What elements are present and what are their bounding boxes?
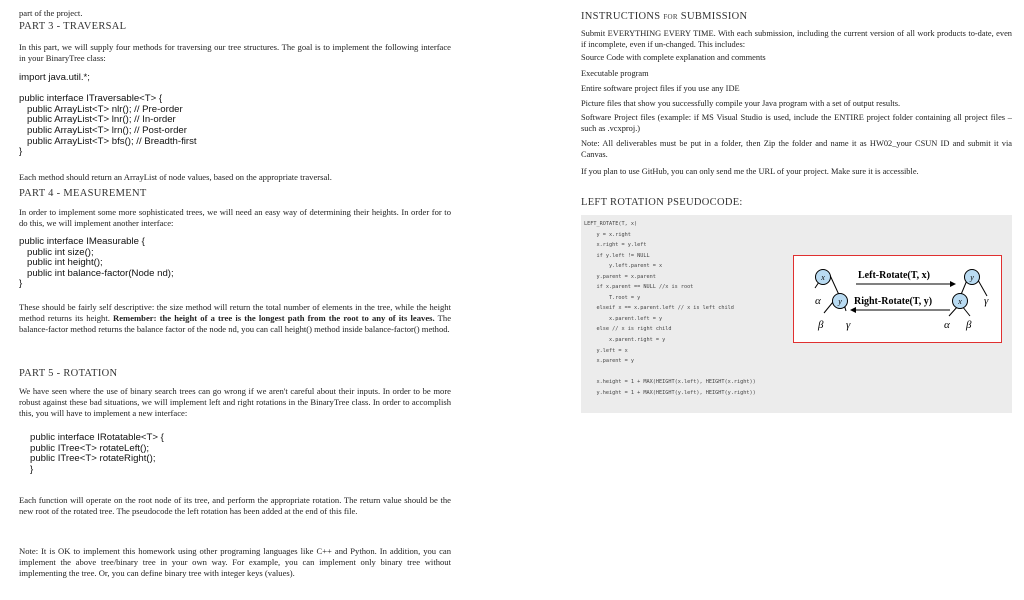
- instructions-item-2: Executable program: [581, 69, 649, 78]
- label-y-left: y: [838, 297, 842, 306]
- note: Note: It is OK to implement this homework using other programing languages like C++ and Python. In addition, you can implement the above tree/binary tree in your own way. For example, you can implement only binary tree without implementing the tree. Or, you can define binary tree with integer keys (values).: [19, 546, 451, 578]
- right-rotate-arrowhead: [850, 307, 856, 313]
- instructions-p1: Submit EVERYTHING EVERY TIME. With each submission, including the current version of all work products to-date, even if incomplete, even if un-changed. This includes:: [581, 29, 1012, 49]
- part5-heading: PART 5 - ROTATION: [19, 368, 118, 379]
- rotation-diagram: [793, 255, 1002, 343]
- instructions-heading: INSTRUCTIONS for SUBMISSION: [581, 11, 748, 22]
- part4-after-plain: These should be fairly self descriptive: the size method will return the total number of elements in the tree, while the height method returns its height.: [19, 302, 451, 323]
- part4-text: In order to implement some more sophisticated trees, we will need an easy way of determining their heights. In order for to do this, we will implement another interface:: [19, 207, 451, 228]
- part4-after-tail: The balance-factor method returns the balance factor of the node nd, you can call height() method inside balance-factor() method.: [19, 313, 452, 334]
- part4-after: [19, 302, 451, 335]
- part3-heading: PART 3 - TRAVERSAL: [19, 21, 127, 32]
- gamma-left: γ: [846, 319, 851, 331]
- instructions-item-7: If you plan to use GitHub, you can only send me the URL of your project. Make sure it is accessible.: [581, 167, 919, 176]
- gamma-right: γ: [984, 295, 989, 307]
- part3-after: Each method should return an ArrayList of node values, based on the appropriate traversal.: [19, 172, 332, 182]
- label-y-right: y: [970, 273, 974, 282]
- part4-code: public interface IMeasurable { public int size(); public int height(); public int balance-factor(Node nd); }: [19, 236, 174, 290]
- label-x-left: x: [821, 273, 825, 282]
- instructions-item-6: Note: All deliverables must be put in a folder, then Zip the folder and name it as HW02_your CSUN ID and submit it via Canvas.: [581, 139, 1012, 159]
- instructions-item-4: Picture files that show you successfully compile your Java program with a set of output results.: [581, 99, 901, 108]
- rotation-diagram-svg: [794, 256, 1001, 342]
- instructions-item-3: Entire software project files if you use any IDE: [581, 84, 740, 93]
- beta-right: β: [966, 319, 972, 331]
- label-x-right: x: [958, 297, 962, 306]
- part5-after: Each function will operate on the root node of its tree, and perform the appropriate rotation. The return value should be the new root of the rotated tree. The pseudocode the left rotation has been added at the end of this file.: [19, 495, 451, 516]
- intro-tail: part of the project.: [19, 8, 83, 18]
- part4-after-bold: Remember: the height of a tree is the longest path from the root to any of its leaves.: [113, 313, 435, 323]
- alpha-left: α: [815, 295, 821, 307]
- alpha-right: α: [944, 319, 950, 331]
- right-rotate-label: Right-Rotate(T, y): [854, 296, 933, 307]
- part5-code: public interface IRotatable<T> { public ITree<T> rotateLeft(); public ITree<T> rotateRight(); }: [30, 432, 164, 475]
- beta-left: β: [818, 319, 824, 331]
- part3-text: In this part, we will supply four methods for traversing our tree structures. The goal is to implement the following interface in your BinaryTree class:: [19, 42, 451, 63]
- part5-text: We have seen where the use of binary search trees can go wrong if we aren't careful about their inputs. In order to be more robust against these bad situations, we will implement left and right rotations in the BinaryTree class. In order to accomplish this, you will have to implement a new interface:: [19, 386, 451, 418]
- pseudocode-text: LEFT_ROTATE(T, x) y = x.right x.right = y.left if y.left != NULL y.left.parent = x y.parent = x.parent if x.parent == NULL //x is root T.root = y elseif x == x.parent.left // x is left child x.parent.left = y else // x is right child x.parent.right = y y.left = x x.parent = y x.height = 1 + MAX(HEIGHT(x.left), HEIGHT(x.right)) y.height = 1 + MAX(HEIGHT(y.left), HEIGHT(y.right)): [584, 221, 756, 396]
- part3-code: import java.util.*; public interface ITraversable<T> { public ArrayList<T> nlr(); // Pre-order public ArrayList<T> lnr(); // In-order public ArrayList<T> lrn(); // Post-order public ArrayList<T> bfs(); // Breadth-first }: [19, 72, 197, 158]
- pseudocode-heading: LEFT ROTATION PSEUDOCODE:: [581, 197, 743, 208]
- left-rotate-label: Left-Rotate(T, x): [858, 270, 931, 281]
- left-rotate-arrowhead: [950, 281, 956, 287]
- part4-heading: PART 4 - MEASUREMENT: [19, 188, 147, 199]
- instructions-item-5: Software Project files (example: if MS Visual Studio is used, include the ENTIRE project folder containing all project files – such as .vcxproj.): [581, 113, 1012, 133]
- instructions-item-1: Source Code with complete explanation and comments: [581, 53, 766, 62]
